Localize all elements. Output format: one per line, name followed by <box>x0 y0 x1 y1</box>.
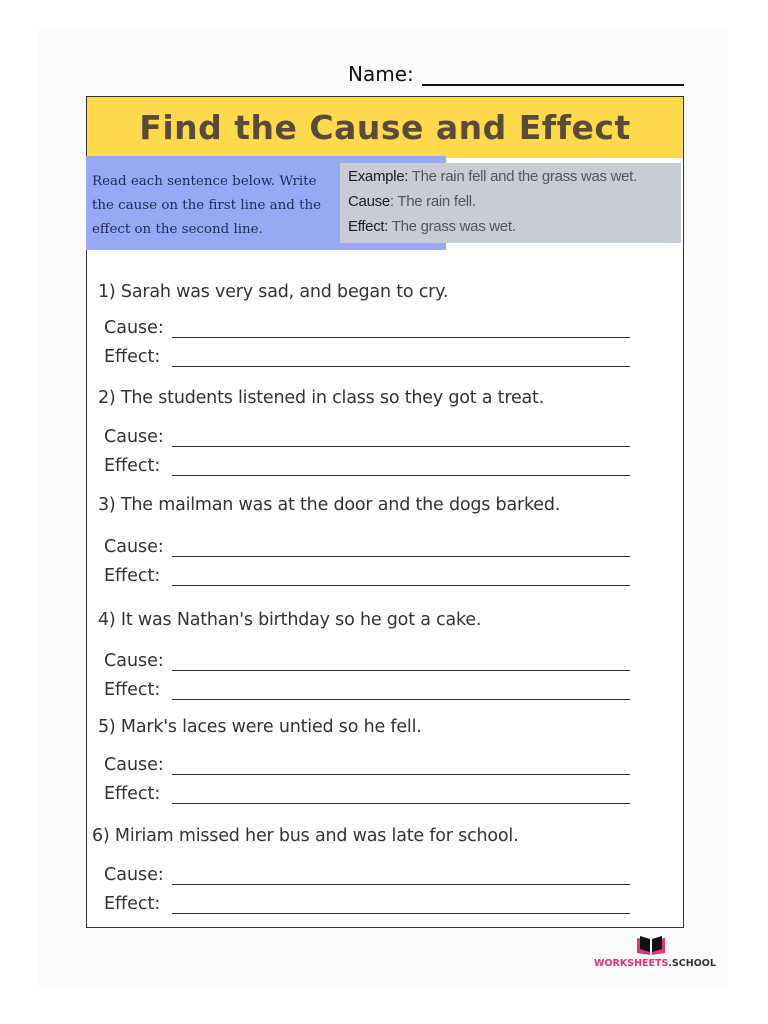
question-3: 3) The mailman was at the door and the dogs barked. <box>98 495 561 515</box>
example-cause-line <box>348 190 681 215</box>
effect-label: Effect: <box>104 784 161 804</box>
effect-answer-line-4[interactable] <box>172 683 630 700</box>
effect-answer-line-2[interactable] <box>172 459 630 476</box>
question-2: 2) The students listened in class so they got a treat. <box>98 388 545 408</box>
name-label: Name: <box>348 62 414 86</box>
cause-row-4 <box>104 647 630 671</box>
example-value: The rain fell and the grass was wet. <box>408 168 637 185</box>
cause-label: Cause: <box>104 318 164 338</box>
logo-text-part2: .SCHOOL <box>668 958 716 969</box>
effect-row-6 <box>104 890 630 914</box>
cause-row-1 <box>104 314 630 338</box>
cause-answer-line-5[interactable] <box>172 758 630 775</box>
title-band <box>86 96 684 158</box>
cause-row-5 <box>104 751 630 775</box>
example-effect-line <box>348 215 681 240</box>
cause-answer-line-4[interactable] <box>172 654 630 671</box>
question-1: 1) Sarah was very sad, and began to cry. <box>98 282 449 302</box>
example-effect-key: Effect: <box>348 218 389 235</box>
name-blank-line[interactable] <box>422 62 684 86</box>
cause-row-3 <box>104 533 630 557</box>
example-key: Example: <box>348 168 409 185</box>
example-box <box>340 163 681 243</box>
cause-label: Cause: <box>104 865 164 885</box>
logo-text <box>594 958 714 969</box>
cause-label: Cause: <box>104 651 164 671</box>
logo-text-part1: WORKSHEETS <box>594 958 669 969</box>
example-line <box>348 165 681 190</box>
effect-row-5 <box>104 780 630 804</box>
example-cause-key: Cause <box>348 193 390 210</box>
page-title: Find the Cause and Effect <box>139 108 631 147</box>
effect-label: Effect: <box>104 894 161 914</box>
effect-answer-line-1[interactable] <box>172 350 630 367</box>
question-5: 5) Mark's laces were untied so he fell. <box>98 717 422 737</box>
cause-row-2 <box>104 423 630 447</box>
cause-label: Cause: <box>104 427 164 447</box>
example-cause-value: : The rain fell. <box>389 193 476 210</box>
effect-answer-line-5[interactable] <box>172 787 630 804</box>
open-book-icon <box>634 934 668 956</box>
effect-label: Effect: <box>104 680 161 700</box>
effect-label: Effect: <box>104 456 161 476</box>
effect-label: Effect: <box>104 566 161 586</box>
effect-row-3 <box>104 562 630 586</box>
effect-row-2 <box>104 452 630 476</box>
cause-label: Cause: <box>104 537 164 557</box>
cause-row-6 <box>104 861 630 885</box>
effect-row-4 <box>104 676 630 700</box>
instructions-text: Read each sentence below. Write the cause on the first line and the effect on the second line. <box>92 174 322 237</box>
question-6: 6) Miriam missed her bus and was late for school. <box>92 826 519 846</box>
cause-answer-line-2[interactable] <box>172 430 630 447</box>
example-effect-value: The grass was wet. <box>388 218 516 235</box>
effect-label: Effect: <box>104 347 161 367</box>
cause-answer-line-1[interactable] <box>172 321 630 338</box>
effect-answer-line-6[interactable] <box>172 897 630 914</box>
name-field <box>348 58 684 86</box>
question-4: 4) It was Nathan's birthday so he got a cake. <box>98 610 482 630</box>
cause-answer-line-3[interactable] <box>172 540 630 557</box>
worksheets-school-logo <box>594 934 714 974</box>
effect-answer-line-3[interactable] <box>172 569 630 586</box>
cause-label: Cause: <box>104 755 164 775</box>
effect-row-1 <box>104 343 630 367</box>
cause-answer-line-6[interactable] <box>172 868 630 885</box>
